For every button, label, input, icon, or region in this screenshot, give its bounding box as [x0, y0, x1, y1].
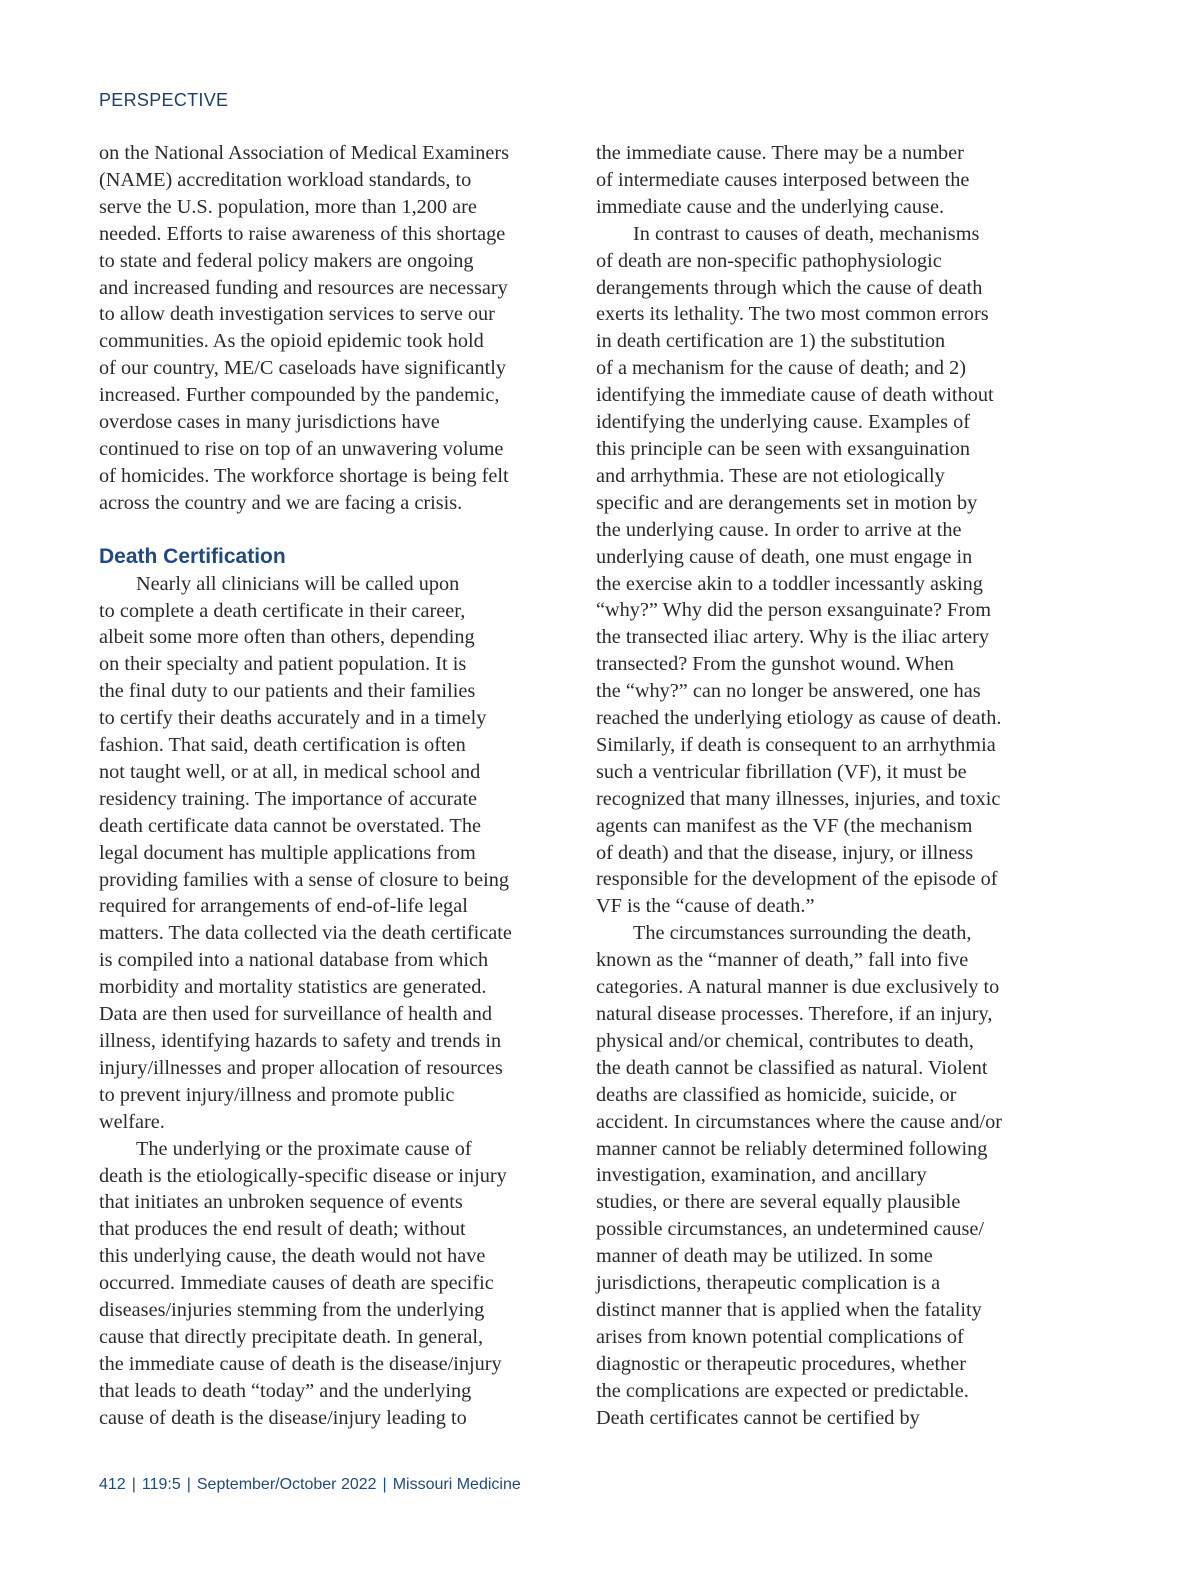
- text-line: underlying cause of death, one must engage in: [596, 545, 973, 568]
- text-line: to state and federal policy makers are ongoing: [99, 249, 474, 272]
- text-line: that leads to death “today” and the underlying: [99, 1379, 472, 1402]
- text-line: residency training. The importance of accurate: [99, 787, 478, 810]
- text-line: overdose cases in many jurisdictions have: [99, 411, 440, 434]
- text-line: cause of death is the disease/injury leading to: [99, 1406, 467, 1429]
- text-line: Similarly, if death is consequent to an arrhythmia: [596, 733, 996, 756]
- text-line: and arrhythmia. These are not etiologically: [596, 464, 945, 487]
- text-line: that initiates an unbroken sequence of events: [99, 1191, 463, 1214]
- text-line: (NAME) accreditation workload standards, to: [99, 168, 472, 191]
- text-line: manner of death may be utilized. In some: [596, 1245, 933, 1268]
- text-line: increased. Further compounded by the pandemic,: [99, 384, 500, 407]
- text-line: the underlying cause. In order to arrive at the: [596, 518, 962, 541]
- text-line: recognized that many illnesses, injuries, and toxic: [596, 787, 1001, 810]
- text-line: In contrast to causes of death, mechanisms: [633, 222, 980, 245]
- text-line: accident. In circumstances where the cause and/or: [596, 1110, 1002, 1133]
- text-line: of intermediate causes interposed between the: [596, 168, 970, 191]
- text-line: in death certification are 1) the substitution: [596, 330, 946, 353]
- text-line: occurred. Immediate causes of death are specific: [99, 1272, 494, 1295]
- text-line: this principle can be seen with exsanguination: [596, 437, 970, 460]
- volume-issue: 119:5: [141, 1476, 181, 1493]
- text-line: transected? From the gunshot wound. When: [596, 653, 954, 676]
- text-line: the complications are expected or predictable.: [596, 1379, 969, 1402]
- text-line: communities. As the opioid epidemic took hold: [99, 330, 484, 353]
- page-footer: [99, 1476, 521, 1494]
- text-line: Death certificates cannot be certified by: [596, 1406, 920, 1429]
- text-line: that produces the end result of death; without: [99, 1218, 466, 1241]
- text-line: injury/illnesses and proper allocation of resources: [99, 1056, 503, 1079]
- text-line: matters. The data collected via the death certificate: [99, 922, 512, 945]
- text-line: known as the “manner of death,” fall into five: [596, 949, 969, 972]
- text-line: fashion. That said, death certification is often: [99, 734, 466, 757]
- text-line: the immediate cause. There may be a number: [596, 142, 964, 164]
- text-line: illness, identifying hazards to safety and trends in: [99, 1030, 502, 1052]
- text-line: The circumstances surrounding the death,: [633, 922, 972, 945]
- text-line: exerts its lethality. The two most common errors: [596, 303, 989, 326]
- text-line: and increased funding and resources are necessary: [99, 276, 508, 299]
- text-line: death is the etiologically-specific disease or injury: [99, 1164, 507, 1187]
- text-line: identifying the immediate cause of death without: [596, 384, 994, 407]
- text-line: not taught well, or at all, in medical school and: [99, 760, 481, 783]
- text-line: the immediate cause of death is the disease/injury: [99, 1352, 502, 1375]
- text-line: deaths are classified as homicide, suicide, or: [596, 1083, 957, 1106]
- text-line: the “why?” can no longer be answered, one has: [596, 680, 981, 703]
- text-line: responsible for the development of the episode of: [596, 868, 998, 891]
- footer-separator: |: [131, 1476, 136, 1493]
- text-line: to complete a death certificate in their career,: [99, 599, 466, 622]
- left-column: [99, 140, 544, 1432]
- text-line: cause that directly precipitate death. In general,: [99, 1325, 484, 1348]
- text-line: the final duty to our patients and their families: [99, 680, 476, 703]
- text-line: continued to rise on top of an unwavering volume: [99, 437, 504, 460]
- text-line: diseases/injuries stemming from the underlying: [99, 1299, 485, 1322]
- text-line: on the National Association of Medical Examiners: [99, 142, 510, 164]
- text-line: required for arrangements of end-of-life legal: [99, 895, 468, 918]
- text-line: of a mechanism for the cause of death; and 2): [596, 357, 966, 380]
- text-line: the exercise akin to a toddler incessantly asking: [596, 572, 983, 595]
- text-line: Data are then used for surveillance of health and: [99, 1003, 493, 1026]
- text-line: to certify their deaths accurately and in a timely: [99, 707, 487, 730]
- text-line: immediate cause and the underlying cause.: [596, 195, 945, 218]
- text-line: to allow death investigation services to serve our: [99, 303, 495, 326]
- text-line: investigation, examination, and ancillary: [596, 1164, 927, 1187]
- text-line: categories. A natural manner is due exclusively to: [596, 976, 1000, 999]
- text-line: manner cannot be reliably determined following: [596, 1137, 988, 1160]
- footer-separator: |: [382, 1476, 387, 1493]
- text-line: such a ventricular fibrillation (VF), it must be: [596, 760, 967, 783]
- text-line: reached the underlying etiology as cause of death.: [596, 707, 1002, 730]
- text-line: of homicides. The workforce shortage is being felt: [99, 464, 509, 487]
- text-line: The underlying or the proximate cause of: [136, 1137, 472, 1160]
- text-line: this underlying cause, the death would not have: [99, 1245, 486, 1268]
- text-line: specific and are derangements set in motion by: [596, 491, 978, 514]
- text-line: of death are non-specific pathophysiologic: [596, 249, 942, 272]
- text-line: the transected iliac artery. Why is the iliac artery: [596, 626, 990, 649]
- text-line: possible circumstances, an undetermined cause/: [596, 1218, 985, 1241]
- text-line: diagnostic or therapeutic procedures, whether: [596, 1352, 966, 1375]
- text-line: distinct manner that is applied when the fatality: [596, 1298, 982, 1321]
- text-line: welfare.: [99, 1110, 165, 1133]
- footer-separator: |: [186, 1476, 191, 1493]
- text-line: across the country and we are facing a crisis.: [99, 491, 463, 514]
- text-line: of our country, ME/C caseloads have significantly: [99, 357, 507, 380]
- text-line: morbidity and mortality statistics are generated.: [99, 976, 487, 999]
- page-number: 412: [99, 1476, 126, 1493]
- text-line: is compiled into a national database from which: [99, 949, 489, 972]
- text-line: arises from known potential complications of: [596, 1325, 964, 1348]
- text-line: the death cannot be classified as natural. Violent: [596, 1056, 988, 1079]
- text-line: of death) and that the disease, injury, or illness: [596, 841, 974, 864]
- text-line: serve the U.S. population, more than 1,200 are: [99, 195, 477, 218]
- journal-name: Missouri Medicine: [392, 1476, 521, 1493]
- text-line: to prevent injury/illness and promote public: [99, 1083, 455, 1106]
- text-line: studies, or there are several equally plausible: [596, 1191, 961, 1214]
- text-line: on their specialty and patient population. It is: [99, 653, 467, 676]
- text-line: identifying the underlying cause. Examples of: [596, 411, 970, 434]
- text-line: jurisdictions, therapeutic complication is a: [596, 1272, 941, 1295]
- text-line: VF is the “cause of death.”: [596, 895, 815, 918]
- text-line: legal document has multiple applications from: [99, 841, 476, 864]
- text-line: death certificate data cannot be overstated. The: [99, 814, 481, 837]
- section-heading: Death Certification: [99, 544, 286, 568]
- text-line: agents can manifest as the VF (the mechanism: [596, 814, 973, 837]
- text-line: natural disease processes. Therefore, if an injury,: [596, 1003, 993, 1025]
- issue-date: September/October 2022: [196, 1476, 377, 1493]
- section-label: PERSPECTIVE: [99, 90, 229, 110]
- text-line: albeit some more often than others, depending: [99, 626, 475, 649]
- text-line: “why?” Why did the person exsanguinate? From: [596, 599, 991, 622]
- text-line: needed. Efforts to raise awareness of this shortage: [99, 222, 506, 245]
- text-line: Nearly all clinicians will be called upon: [136, 572, 460, 595]
- text-line: providing families with a sense of closure to being: [99, 868, 510, 891]
- text-line: derangements through which the cause of death: [596, 276, 983, 299]
- right-column: [596, 140, 1034, 1432]
- text-line: physical and/or chemical, contributes to death,: [596, 1029, 974, 1052]
